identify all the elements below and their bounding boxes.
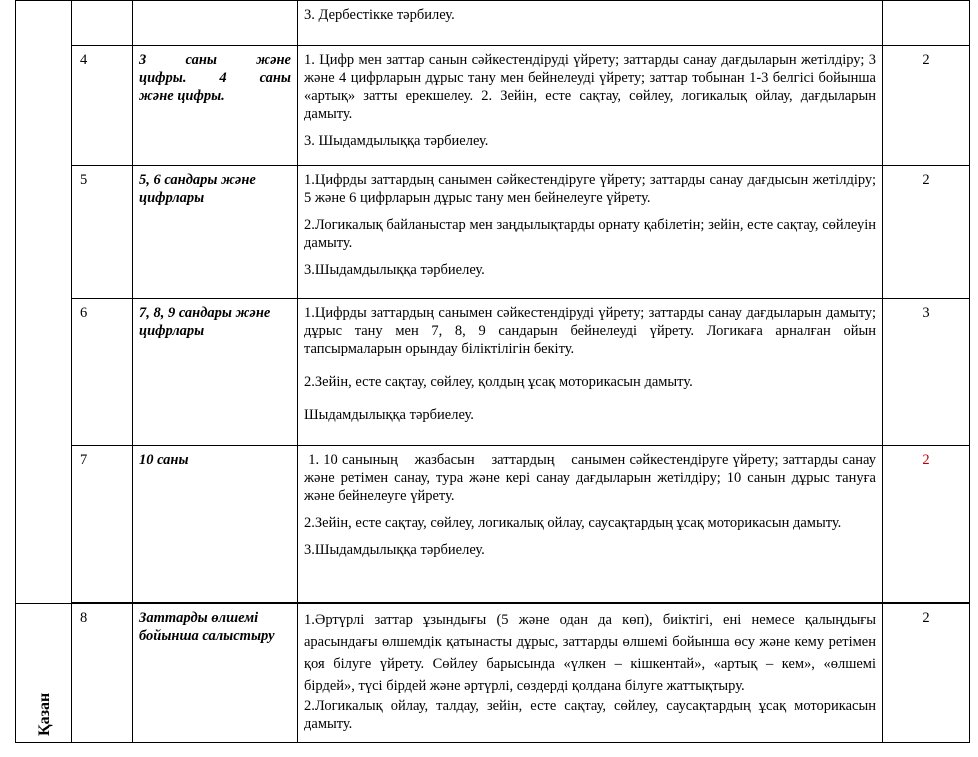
- goal-text: 2.Логикалық ойлау, талдау, зейін, есте сақтау, сөйлеу, саусақтардың ұсақ моторикасын дамыту.: [304, 698, 876, 732]
- goal-text: 1. 10 санының жазбасын заттардың санымен сәйкестендіруге үйрету; заттарды санау және ретімен санау, тура және кері санау дағдыларын жетілдіру; 10 санын дұрыс тануға және бейнелеуге үйрету.: [304, 452, 880, 504]
- lesson-number: [72, 1, 133, 46]
- goal-text: 2.Зейін, есте сақтау, сөйлеу, қолдың ұсақ моторикасын дамыту.: [304, 374, 693, 390]
- goal-text: 3.Шыдамдылыққа тәрбиелеу.: [304, 542, 485, 558]
- goal-text: 2.Логикалық байланыстар мен заңдылықтарды орнату қабілетін; зейін, есте сақтау, сөйлеуін дамыту.: [304, 217, 876, 251]
- goal-text: 1.Цифрды заттардың санымен сәйкестендіруді үйрету; заттарды санау дағдыларын дамыту; дұрыс тану мен 7, 8, 9 сандарын бейнелеуді үйрету. Логикаға арналған ойын тапсырмаларын орындау біліктілігін бекіту.: [304, 305, 876, 357]
- lesson-hours: 2: [883, 604, 970, 743]
- lesson-topic: [133, 46, 298, 166]
- lesson-hours: [883, 1, 970, 46]
- table-row: [16, 446, 970, 603]
- lesson-topic: 10 саны: [133, 446, 298, 603]
- month-cell: [16, 604, 72, 743]
- goal-text: 1. Цифр мен заттар санын сәйкестендіруді үйрету; заттарды санау дағдыларын жетілдіру; 3 және 4 цифрларын дұрыс тану мен бейнелеуді үйрету; заттар тобынан 1-3 белгісі бойынша «артық» затты ерекшелеу. 2. Зейін, есте сақтау, сөйлеу, логикалық ойлау, дағдыларын дамыту.: [304, 52, 876, 122]
- lesson-hours: 2: [883, 446, 970, 603]
- lesson-hours: 3: [883, 299, 970, 446]
- table-row: [16, 46, 970, 166]
- lesson-goals: [298, 1, 883, 46]
- lesson-number: 8: [72, 604, 133, 743]
- goal-text: 3.Шыдамдылыққа тәрбиелеу.: [304, 262, 485, 278]
- lesson-goals: [298, 299, 883, 446]
- goal-text: 3. Шыдамдылыққа тәрбиелеу.: [304, 133, 489, 149]
- lesson-hours: 2: [883, 46, 970, 166]
- table-row: [16, 1, 970, 46]
- goal-text: 3. Дербестікке тәрбилеу.: [304, 7, 455, 23]
- table-row: [16, 166, 970, 299]
- topic-line: цифры. 4 саны: [139, 70, 291, 86]
- month-cell-empty: [16, 1, 72, 604]
- lesson-goals: [298, 46, 883, 166]
- topic-line: 3 саны және: [139, 52, 291, 68]
- goal-text: Шыдамдылыққа тәрбиелеу.: [304, 407, 474, 423]
- lesson-goals: [298, 446, 883, 603]
- goal-text: 2.Зейін, есте сақтау, сөйлеу, логикалық ойлау, саусақтардың ұсақ моторикасын дамыту.: [304, 515, 842, 531]
- table-row: [16, 299, 970, 446]
- lesson-number: 7: [72, 446, 133, 603]
- lesson-number: 6: [72, 299, 133, 446]
- lesson-number: 5: [72, 166, 133, 299]
- goal-text: 1.Цифрды заттардың санымен сәйкестендіруге үйрету; заттарды санау дағдысын жетілдіру; 5 және 6 цифрларын дұрыс тану мен бейнелеуге үйрету.: [304, 172, 876, 206]
- topic-line: және цифры.: [139, 88, 225, 104]
- table-row: [16, 604, 970, 743]
- lesson-topic: Заттарды өлшемі бойынша салыстыру: [133, 604, 298, 743]
- month-label: Қазан: [35, 692, 53, 736]
- lesson-topic: 5, 6 сандары және цифрлары: [133, 166, 298, 299]
- lesson-goals: [298, 604, 883, 743]
- lesson-goals: [298, 166, 883, 299]
- curriculum-table: [15, 0, 970, 743]
- lesson-hours: 2: [883, 166, 970, 299]
- lesson-topic: [133, 1, 298, 46]
- lesson-topic: 7, 8, 9 сандары және цифрлары: [133, 299, 298, 446]
- lesson-number: 4: [72, 46, 133, 166]
- goal-text: 1.Әртүрлі заттар ұзындығы (5 және одан да көп), биіктігі, ені немесе қалыңдығы арасындағы өлшемдік қатынасты дұрыс, заттарды өлшемі бойынша өсу және кему ретімен қоя білуге үйрету. Сөйлеу барысында «үлкен – кішкентай», «артық – кем», «өлшемі бірдей», түсі бірдей және әртүрлі, сөздерді қолдана білуге жаттықтыру.: [304, 612, 876, 694]
